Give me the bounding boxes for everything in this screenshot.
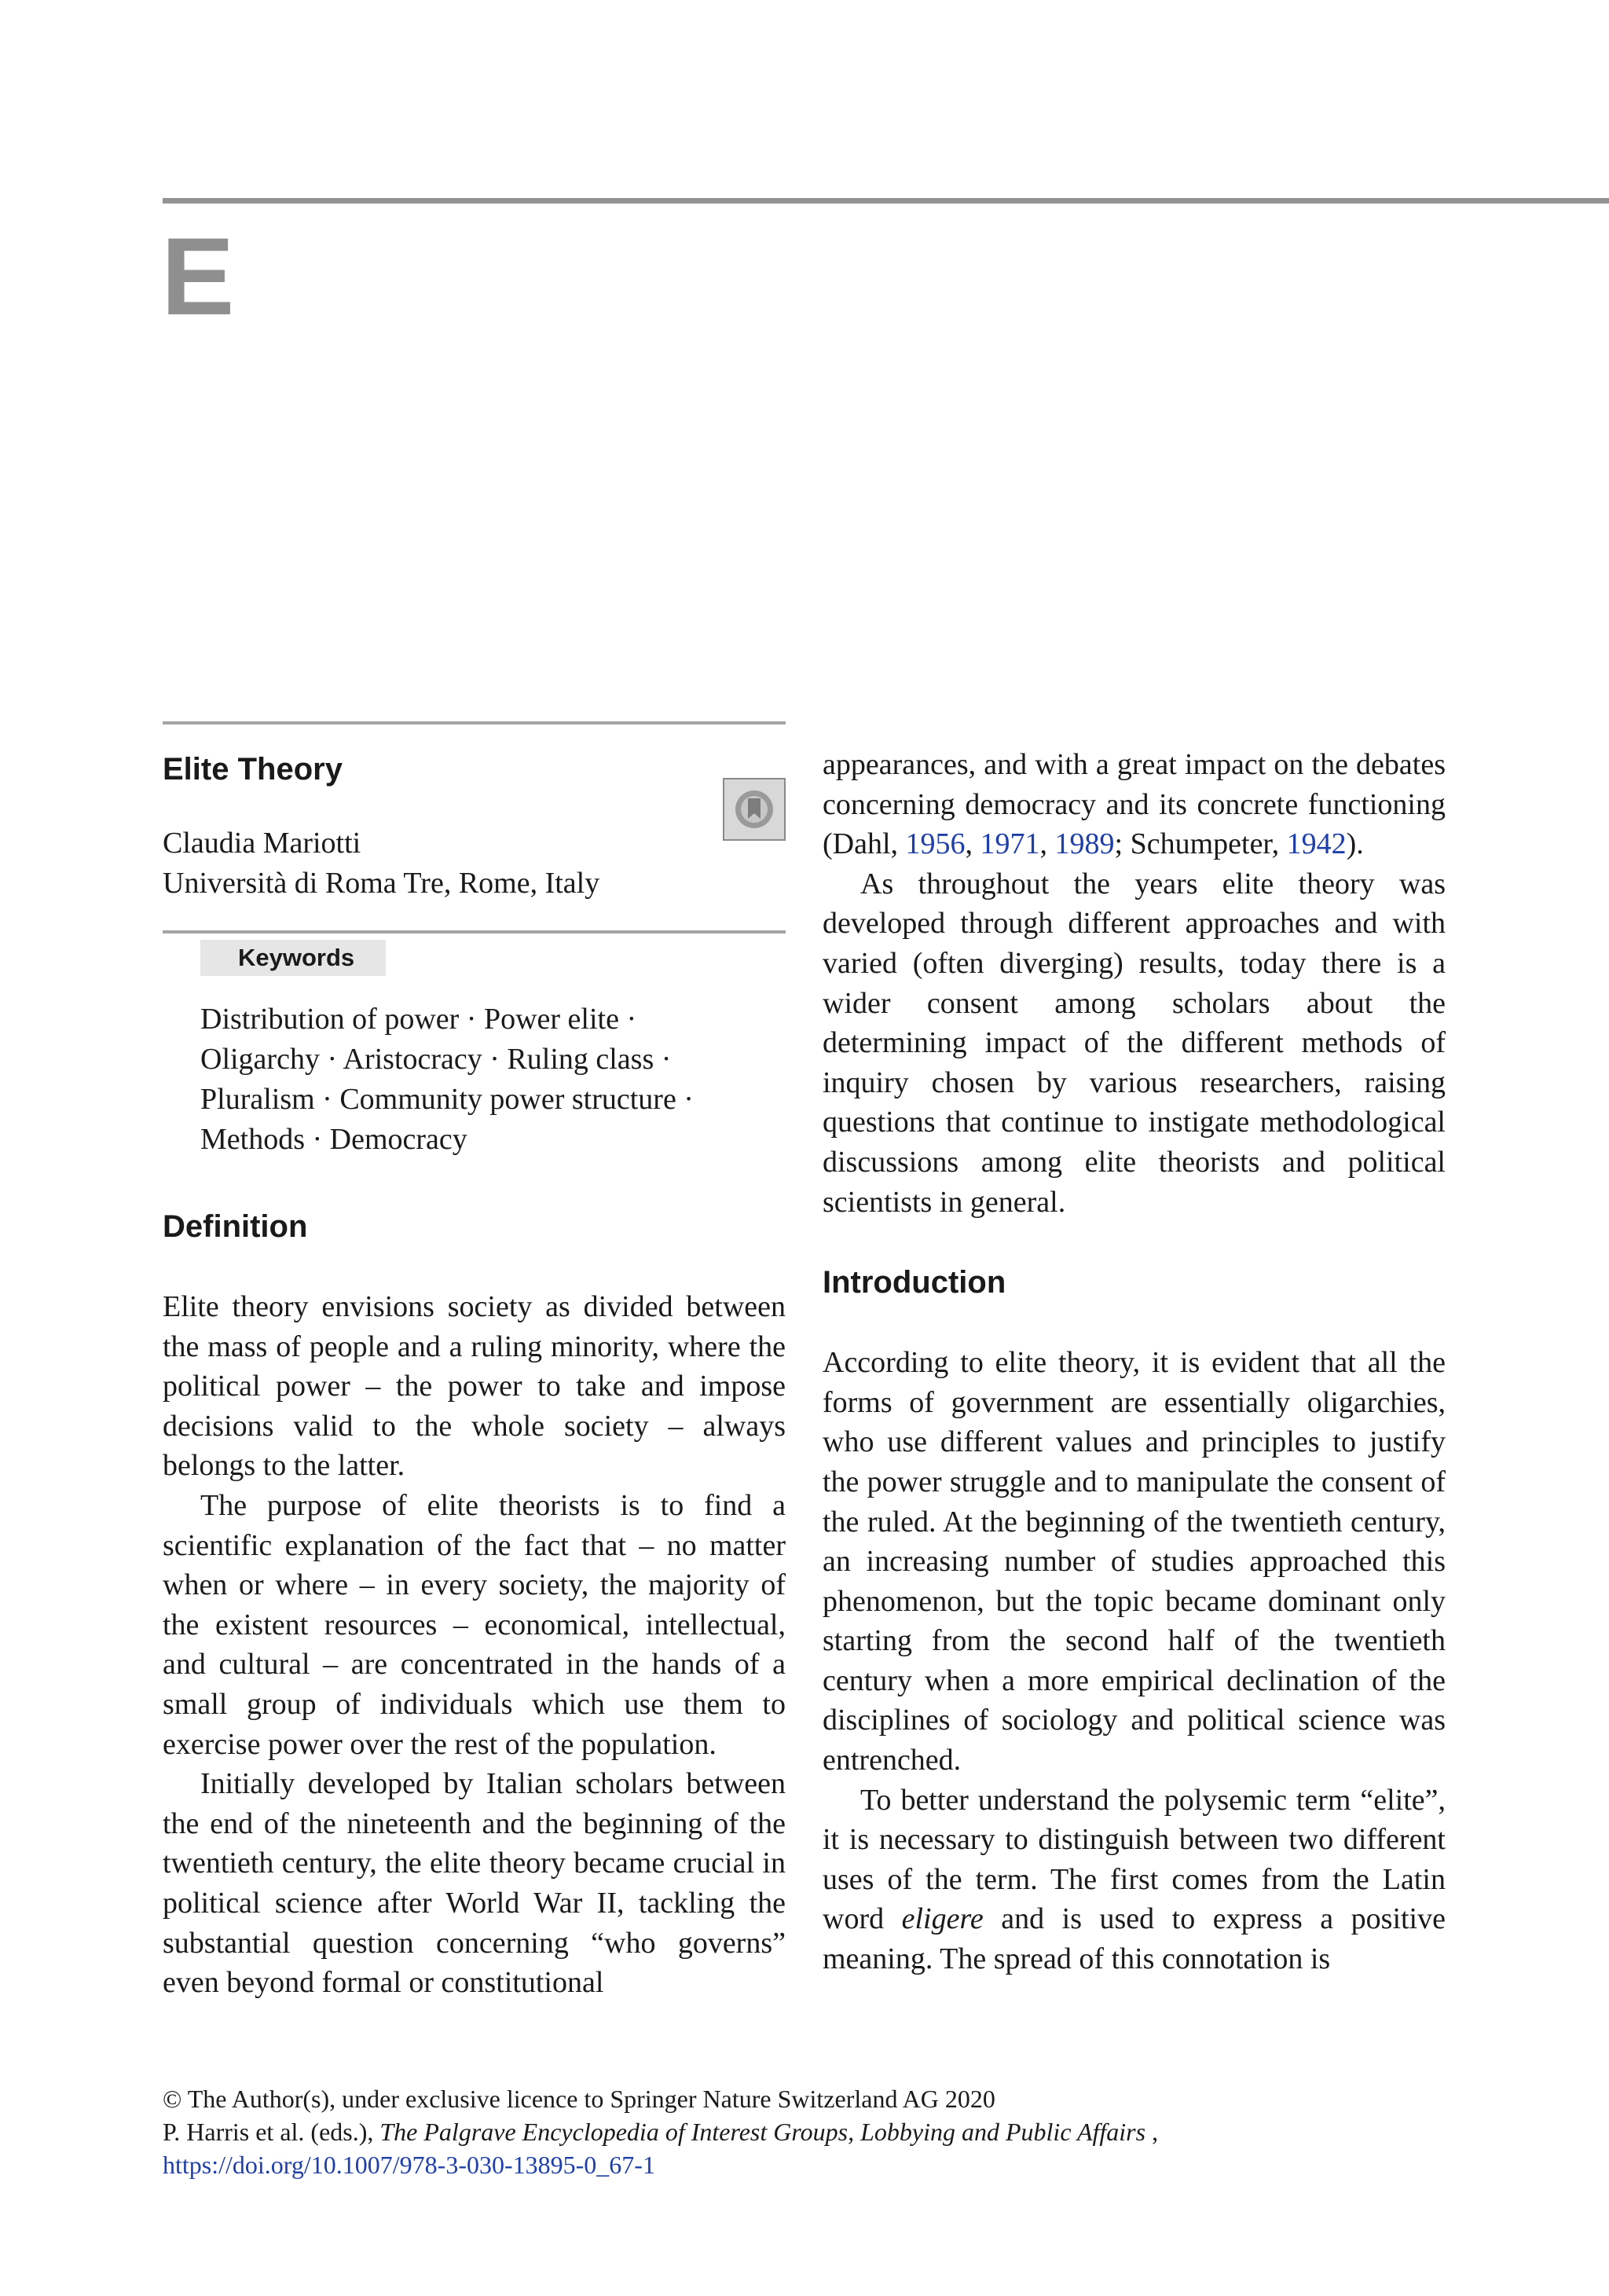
author-affiliation: Università di Roma Tre, Rome, Italy — [163, 867, 600, 900]
keywords-line: Methods · Democracy — [200, 1123, 467, 1156]
definition-paragraph-1: Elite theory envisions society as divided between the mass of people and a ruling minority, where the political power – the power to take and impose decisions valid to the whole society – always belongs to the latter. — [163, 1290, 786, 1483]
chapter-top-rule — [163, 198, 1609, 204]
keywords-line: Oligarchy · Aristocracy · Ruling class · — [200, 1043, 672, 1076]
author-block — [163, 823, 786, 904]
chapter-letter: E — [161, 215, 235, 338]
keywords-list — [200, 999, 786, 1160]
paragraph-text: and is used to express a positive meaning. The spread of this connotation is — [823, 1902, 1446, 1976]
definition-heading: Definition — [163, 1209, 308, 1244]
citation-dahl-1989[interactable]: 1989 — [1054, 827, 1115, 861]
doi-link[interactable]: https://doi.org/10.1007/978-3-030-13895-0_67-1 — [163, 2151, 655, 2179]
title-rule — [163, 721, 786, 724]
copyright-line: © The Author(s), under exclusive licence to Springer Nature Switzerland AG 2020 — [163, 2085, 995, 2113]
citation-line — [163, 2115, 1158, 2148]
introduction-paragraph-2 — [823, 1781, 1446, 1979]
citation-editors: P. Harris et al. (eds.), — [163, 2118, 380, 2146]
citation-book-title: The Palgrave Encyclopedia of Interest Groups, Lobbying and Public Affairs — [379, 2118, 1146, 2146]
latin-term: eligere — [901, 1902, 984, 1936]
keywords-line: Pluralism · Community power structure · — [200, 1083, 694, 1116]
crossmark-icon[interactable] — [723, 778, 786, 841]
definition-paragraph-2: The purpose of elite theorists is to find a scientific explanation of the fact that – no matter when or where – in every society, the majority of the existent resources – economical, intellectual, and cultural – are concentrated in the hands of a small group of individuals which use them to exercise power over the rest of the population. — [163, 1488, 786, 1761]
definition-paragraph-3: Initially developed by Italian scholars between the end of the nineteenth and the beginning of the twentieth century, the elite theory became crucial in political science after World War II, tackling the substantial question concerning “who governs” even beyond formal or constitutional — [163, 1767, 786, 2000]
paragraph-text: appearances, and with a great impact on the debates concerning democracy and its concrete functioning (Dahl, — [823, 748, 1446, 861]
paragraph-text: ; Schumpeter, — [1114, 827, 1287, 861]
author-name: Claudia Mariotti — [163, 827, 361, 860]
right-column — [823, 745, 1446, 1979]
page-footer — [163, 2082, 1158, 2181]
introduction-paragraph-1: According to elite theory, it is evident that all the forms of government are essentially oligarchies, who use different values and principles to justify the power struggle and to manipulate the consent of the ruled. At the beginning of the twentieth century, an increasing number of studies approached this phenomenon, but the topic became dominant only starting from the second half of the twentieth century when a more empirical declination of the disciplines of sociology and political science was entrenched. — [823, 1346, 1446, 1777]
paragraph-text: ). — [1346, 827, 1364, 861]
article-title: Elite Theory — [163, 752, 343, 787]
methods-paragraph: As throughout the years elite theory was developed through different approaches and with varied (often diverging) results, today there is a wider consent among scholars about the determining impact of the different methods of inquiry chosen by various researchers, raising questions that continue to instigate methodological discussions among elite theorists and political scientists in general. — [823, 867, 1446, 1219]
paragraph-text: To better understand the polysemic term “elite”, it is necessary to distinguish between two different uses of the term. The first comes from the Latin word — [823, 1783, 1446, 1936]
citation-dahl-1971[interactable]: 1971 — [980, 827, 1040, 861]
citation-schumpeter-1942[interactable]: 1942 — [1286, 827, 1347, 861]
citation-punctuation: , — [1145, 2118, 1159, 2146]
introduction-heading: Introduction — [823, 1265, 1006, 1300]
separator: , — [1039, 827, 1055, 861]
left-column — [163, 721, 786, 2003]
keywords-label: Keywords — [200, 940, 386, 976]
citation-dahl-1956[interactable]: 1956 — [905, 827, 966, 861]
separator: , — [965, 827, 980, 861]
keywords-line: Distribution of power · Power elite · — [200, 1003, 637, 1036]
continued-paragraph — [823, 745, 1446, 864]
